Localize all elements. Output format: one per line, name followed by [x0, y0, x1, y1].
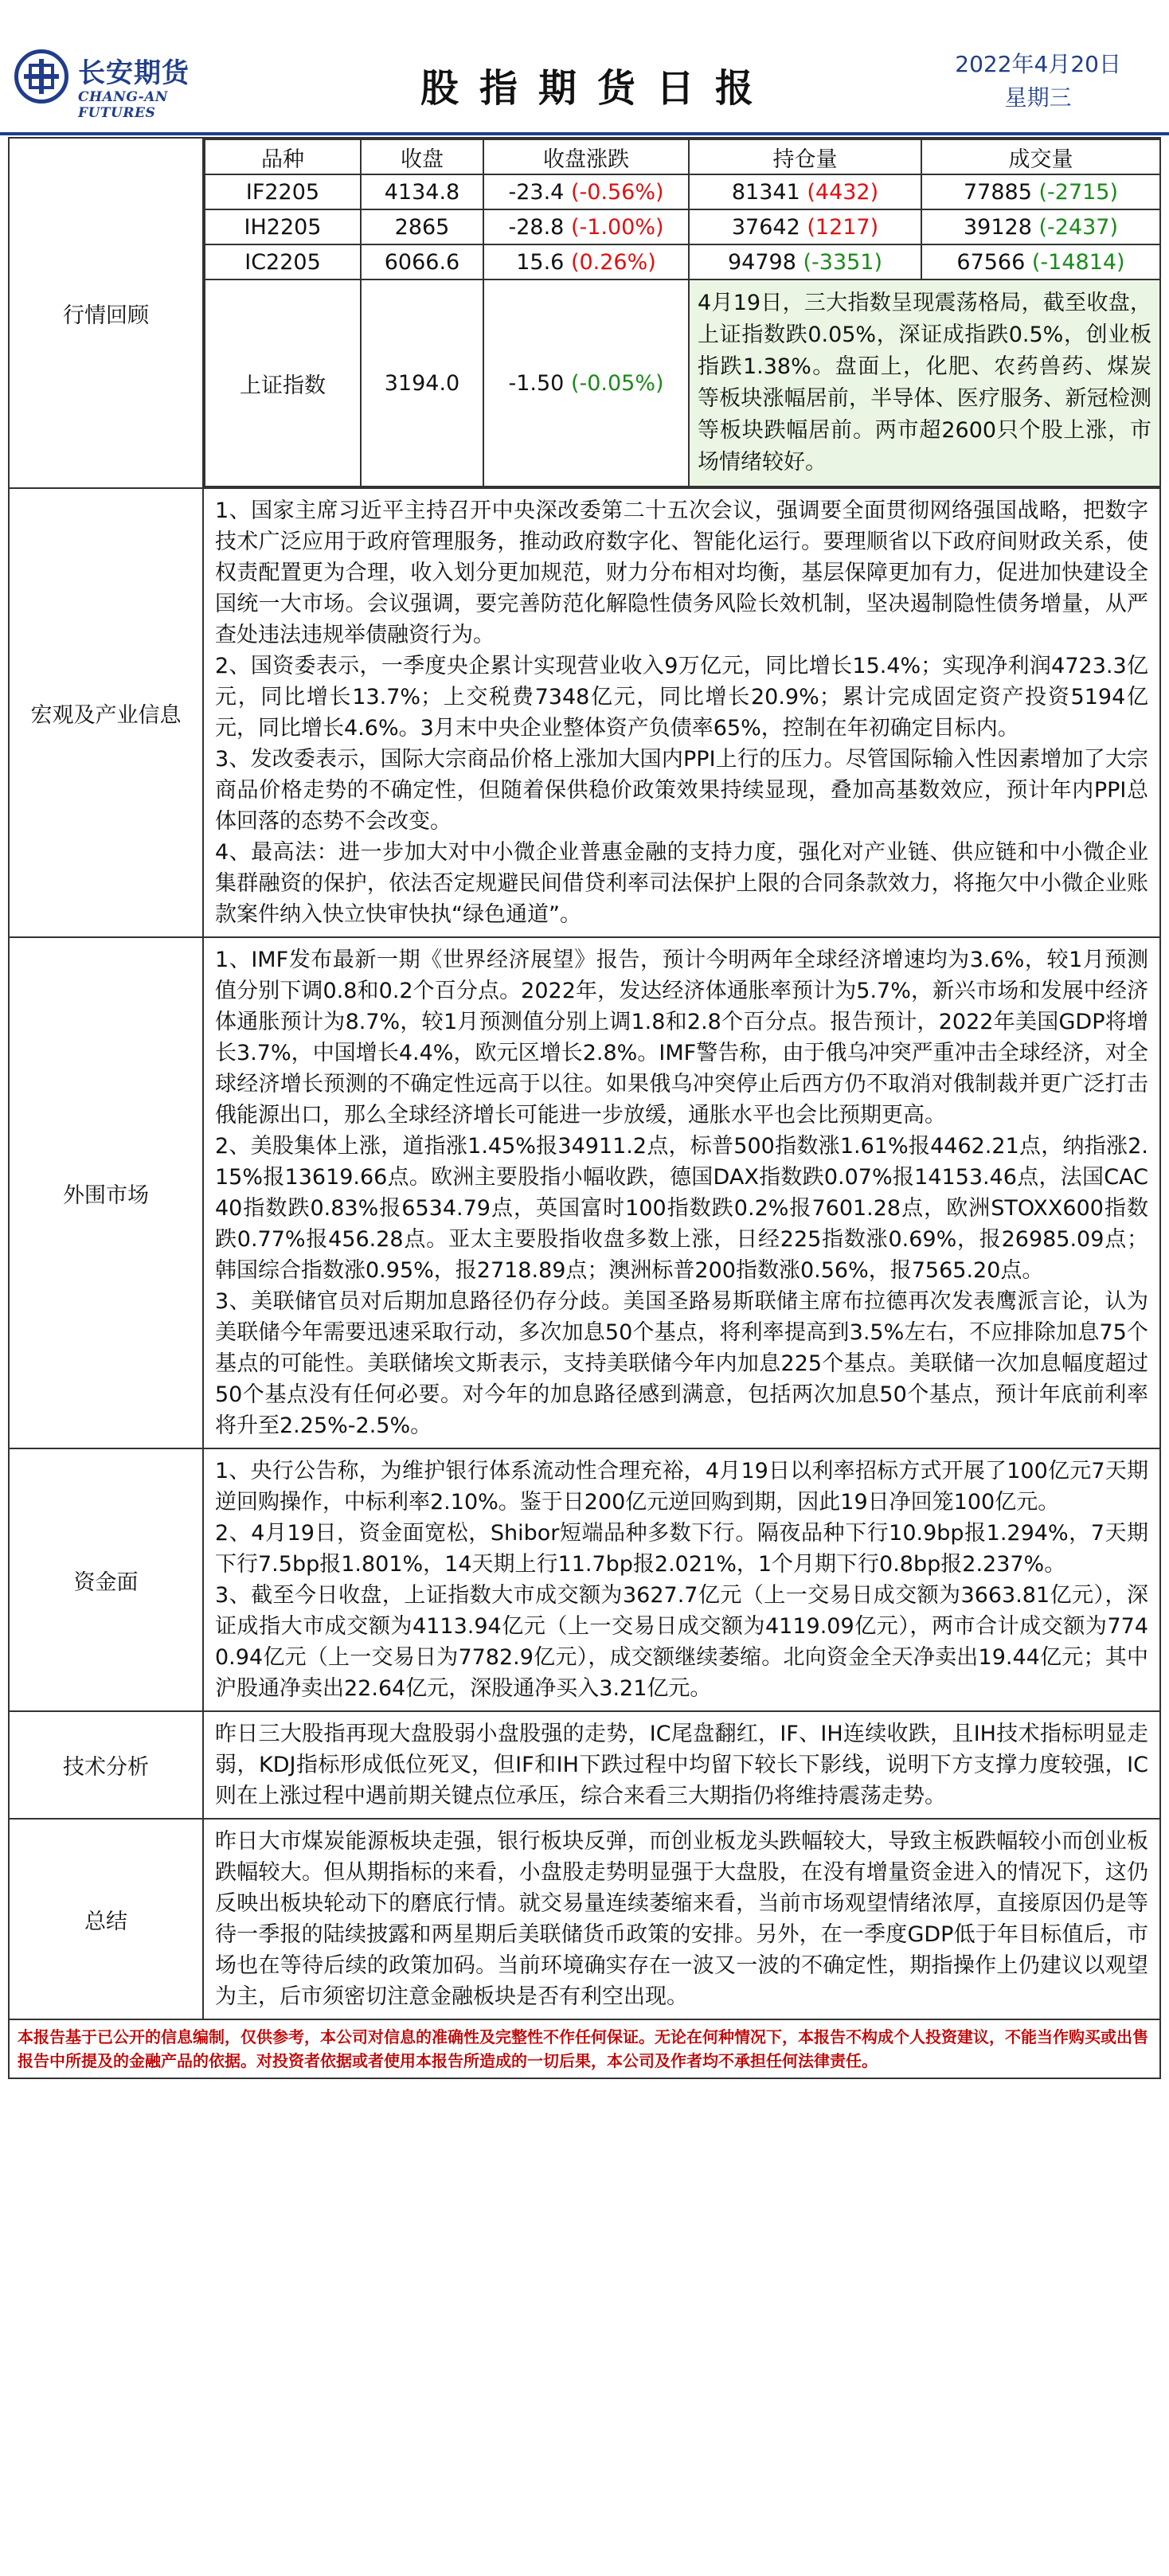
oi-value: 37642: [731, 214, 800, 240]
report-title: 股指期货日报: [420, 66, 774, 111]
technical-content: 昨日三大股指再现大盘股弱小盘股强的走势，IC尾盘翻红，IF、IH连续收跌，且IH技术指标明显走弱，KDJ指标形成低位死叉，但IF和IH下跌过程中均留下较长下影线，说明下方支撑力度较强，IC则在上涨过程中遇前期关键点位承压，综合来看三大期指仍将维持震荡走势。: [203, 1711, 1160, 1819]
open-interest: [689, 174, 921, 209]
index-row: [205, 279, 1160, 487]
quotes-table: [204, 139, 1161, 487]
change-pct: (-0.56%): [570, 179, 664, 205]
col-header-change: 收盘涨跌: [483, 139, 689, 174]
overseas-content: [203, 937, 1160, 1448]
change-value: -23.4: [508, 179, 565, 205]
logo-cn-text: 长安期货: [78, 57, 190, 89]
funding-section: [9, 1448, 1160, 1711]
volume-change: (-2715): [1038, 179, 1119, 205]
close-change: [483, 209, 689, 244]
overseas-paragraph: 1、IMF发布最新一期《世界经济展望》报告，预计今明两年全球经济增速均为3.6%，较1月预测值分别下调0.8和0.2个百分点。2022年，发达经济体通胀率预计为5.7%，新兴市场和发展中经济体通胀预计为8.7%，较1月预测值分别上调1.8和2.8个百分点。报告预计，2022年美国GDP将增长3.7%，中国增长4.4%，欧元区增长2.8%。IMF警告称，由于俄乌冲突严重冲击全球经济，对全球经济增长预测的不确定性远高于以往。如果俄乌冲突停止后西方仍不取消对俄制裁并更广泛打击俄能源出口，那么全球经济增长可能进一步放缓，通胀水平也会比预期更高。: [215, 948, 1148, 1128]
oi-value: 81341: [731, 179, 800, 205]
table-row: [205, 244, 1160, 279]
funding-paragraph: 2、4月19日，资金面宽松，Shibor短端品种多数下行。隔夜品种下行10.9bp报1.294%，7天期下行7.5bp报1.801%，14天期上行11.7bp报2.021%，1个月期下行0.8bp报2.237%。: [215, 1521, 1148, 1577]
funding-paragraph: 1、央行公告称，为维护银行体系流动性合理充裕，4月19日以利率招标方式开展了100亿元7天期逆回购操作，中标利率2.10%。鉴于日200亿元逆回购到期，因此19日净回笼100亿元。: [215, 1459, 1148, 1515]
funding-paragraph: 3、截至今日收盘，上证指数大市成交额为3627.7亿元（上一交易日成交额为3663.81亿元），深证成指大市成交额为4113.94亿元（上一交易日成交额为4119.09亿元），两市合计成交额为7740.94亿元（上一交易日为7782.9亿元），成交额继续萎缩。北向资金全天净卖出19.44亿元；其中沪股通净卖出22.64亿元，深股通净买入3.21亿元。: [215, 1583, 1148, 1701]
close-price: 4134.8: [361, 174, 483, 209]
contract-name: IF2205: [205, 174, 361, 209]
open-interest: [689, 209, 921, 244]
change-value: 15.6: [516, 249, 565, 275]
funding-content: [203, 1448, 1160, 1711]
section-label-macro: 宏观及产业信息: [9, 488, 203, 937]
volume-change: (-2437): [1038, 214, 1119, 240]
oi-change: (4432): [807, 179, 879, 205]
col-header-oi: 持仓量: [689, 139, 921, 174]
section-label-funding: 资金面: [9, 1448, 203, 1711]
report-table: [8, 137, 1161, 2020]
volume-value: 77885: [963, 179, 1032, 205]
close-price: 6066.6: [361, 244, 483, 279]
table-row: [205, 174, 1160, 209]
macro-content: [203, 488, 1160, 937]
index-change-value: -1.50: [508, 370, 565, 396]
volume: [921, 174, 1160, 209]
technical-section: [9, 1711, 1160, 1819]
close-change: [483, 244, 689, 279]
table-row: [205, 209, 1160, 244]
macro-paragraph: 2、国资委表示，一季度央企累计实现营业收入9万亿元，同比增长15.4%；实现净利润4723.3亿元，同比增长13.7%；上交税费7348亿元，同比增长20.9%；累计完成固定资产投资5194亿元，同比增长4.6%。3月末中央企业整体资产负债率65%，控制在年初确定目标内。: [215, 654, 1148, 741]
macro-paragraph: 4、最高法：进一步加大对中小微企业普惠金融的支持力度，强化对产业链、供应链和中小微企业集群融资的保护，依法否定规避民间借贷利率司法保护上限的合同条款效力，将拖欠中小微企业账款案件纳入快立快审快执“绿色通道”。: [215, 840, 1148, 927]
macro-paragraph: 1、国家主席习近平主持召开中央深改委第二十五次会议，强调要全面贯彻网络强国战略，把数字技术广泛应用于政府管理服务，推动政府数字化、智能化运行。要理顺省以下政府间财政关系，使权责配置更为合理，收入划分更加规范，财力分布相对均衡，基层保障更加有力，促进加快建设全国统一大市场。会议强调，要完善防范化解隐性债务风险长效机制，坚决遏制隐性债务增量，从严查处违法违规举债融资行为。: [215, 498, 1148, 647]
summary-section: [9, 1819, 1160, 2019]
summary-content: 昨日大市煤炭能源板块走强，银行板块反弹，而创业板龙头跌幅较大，导致主板跌幅较小而创业板跌幅较大。但从期指标的来看，小盘股走势明显强于大盘股，在没有增量资金进入的情况下，这仍反映出板块轮动下的磨底行情。就交易量连续萎缩来看，当前市场观望情绪浓厚，直接原因仍是等待一季报的陆续披露和两星期后美联储货币政策的安排。另外，在一季度GDP低于年目标值后，市场也在等待后续的政策加码。当前环境确实存在一波又一波的不确定性，期指操作上仍建议以观望为主，后市须密切注意金融板块是否有利空出现。: [203, 1819, 1160, 2019]
macro-section: [9, 488, 1160, 937]
section-label-technical: 技术分析: [9, 1711, 203, 1819]
index-close: 3194.0: [361, 279, 483, 487]
overseas-paragraph: 3、美联储官员对后期加息路径仍存分歧。美国圣路易斯联储主席布拉德再次发表鹰派言论，认为美联储今年需要迅速采取行动，多次加息50个基点，将利率提高到3.5%左右，不应排除加息75个基点的可能性。美联储埃文斯表示，支持美联储今年内加息225个基点。美联储一次加息幅度超过50个基点没有任何必要。对今年的加息路径感到满意，包括两次加息50个基点，预计年底前利率将升至2.25%-2.5%。: [215, 1289, 1148, 1438]
report-date: 2022年4月20日: [955, 51, 1121, 77]
market-summary: 4月19日，三大指数呈现震荡格局，截至收盘，上证指数跌0.05%，深证成指跌0.5%，创业板指跌1.38%。盘面上，化肥、农药兽药、煤炭等板块涨幅居前，半导体、医疗服务、新冠检测等板块跌幅居前。两市超2600只个股上涨，市场情绪较好。: [689, 279, 1160, 487]
company-logo: [14, 46, 213, 121]
volume-value: 67566: [956, 249, 1026, 275]
col-header-name: 品种: [205, 139, 361, 174]
index-change: [483, 279, 689, 487]
volume: [921, 244, 1160, 279]
col-header-close: 收盘: [361, 139, 483, 174]
overseas-paragraph: 2、美股集体上涨，道指涨1.45%报34911.2点，标普500指数涨1.61%报4462.21点，纳指涨2.15%报13619.66点。欧洲主要股指小幅收跌，德国DAX指数跌0.07%报14153.46点，法国CAC40指数跌0.83%报6534.79点，英国富时100指数跌0.2%报7601.28点，欧洲STOXX600指数跌0.77%报456.28点。亚太主要股指收盘多数上涨，日经225指数涨0.69%，报26985.09点；韩国综合指数涨0.95%，报2718.89点；澳洲标普200指数涨0.56%，报7565.20点。: [215, 1134, 1148, 1283]
volume-change: (-14814): [1031, 249, 1125, 275]
index-name: 上证指数: [205, 279, 361, 487]
col-header-volume: 成交量: [921, 139, 1160, 174]
oi-change: (1217): [807, 214, 879, 240]
section-label-market-review: 行情回顾: [9, 138, 203, 488]
overseas-section: [9, 937, 1160, 1448]
open-interest: [689, 244, 921, 279]
market-review-section: [9, 138, 1160, 488]
change-pct: (0.26%): [570, 249, 656, 275]
report-date-block: [955, 48, 1121, 115]
oi-change: (-3351): [803, 249, 883, 275]
section-label-overseas: 外围市场: [9, 937, 203, 1448]
macro-paragraph: 3、发改委表示，国际大宗商品价格上涨加大国内PPI上行的压力。尽管国际输入性因素增加了大宗商品价格走势的不确定性，但随着保供稳价政策效果持续显现，叠加高基数效应，预计年内PPI总体回落的态势不会改变。: [215, 747, 1148, 834]
close-price: 2865: [361, 209, 483, 244]
quotes-header-row: [205, 139, 1160, 174]
disclaimer: 本报告基于已公开的信息编制，仅供参考，本公司对信息的准确性及完整性不作任何保证。无论在何种情况下，本报告不构成个人投资建议，不能当作购买或出售报告中所提及的金融产品的依据。对投资者依据或者使用本报告所造成的一切后果，本公司及作者均不承担任何法律责任。: [8, 2020, 1161, 2079]
logo-emblem-icon: [14, 49, 68, 104]
volume-value: 39128: [963, 214, 1032, 240]
contract-name: IH2205: [205, 209, 361, 244]
contract-name: IC2205: [205, 244, 361, 279]
change-pct: (-1.00%): [570, 214, 664, 240]
section-label-summary: 总结: [9, 1819, 203, 2019]
report-weekday: 星期三: [1004, 84, 1072, 111]
report-header: [0, 0, 1169, 135]
index-change-pct: (-0.05%): [570, 370, 664, 396]
logo-en-text: CHANG-AN FUTURES: [78, 89, 168, 121]
change-value: -28.8: [508, 214, 565, 240]
close-change: [483, 174, 689, 209]
oi-value: 94798: [727, 249, 796, 275]
volume: [921, 209, 1160, 244]
